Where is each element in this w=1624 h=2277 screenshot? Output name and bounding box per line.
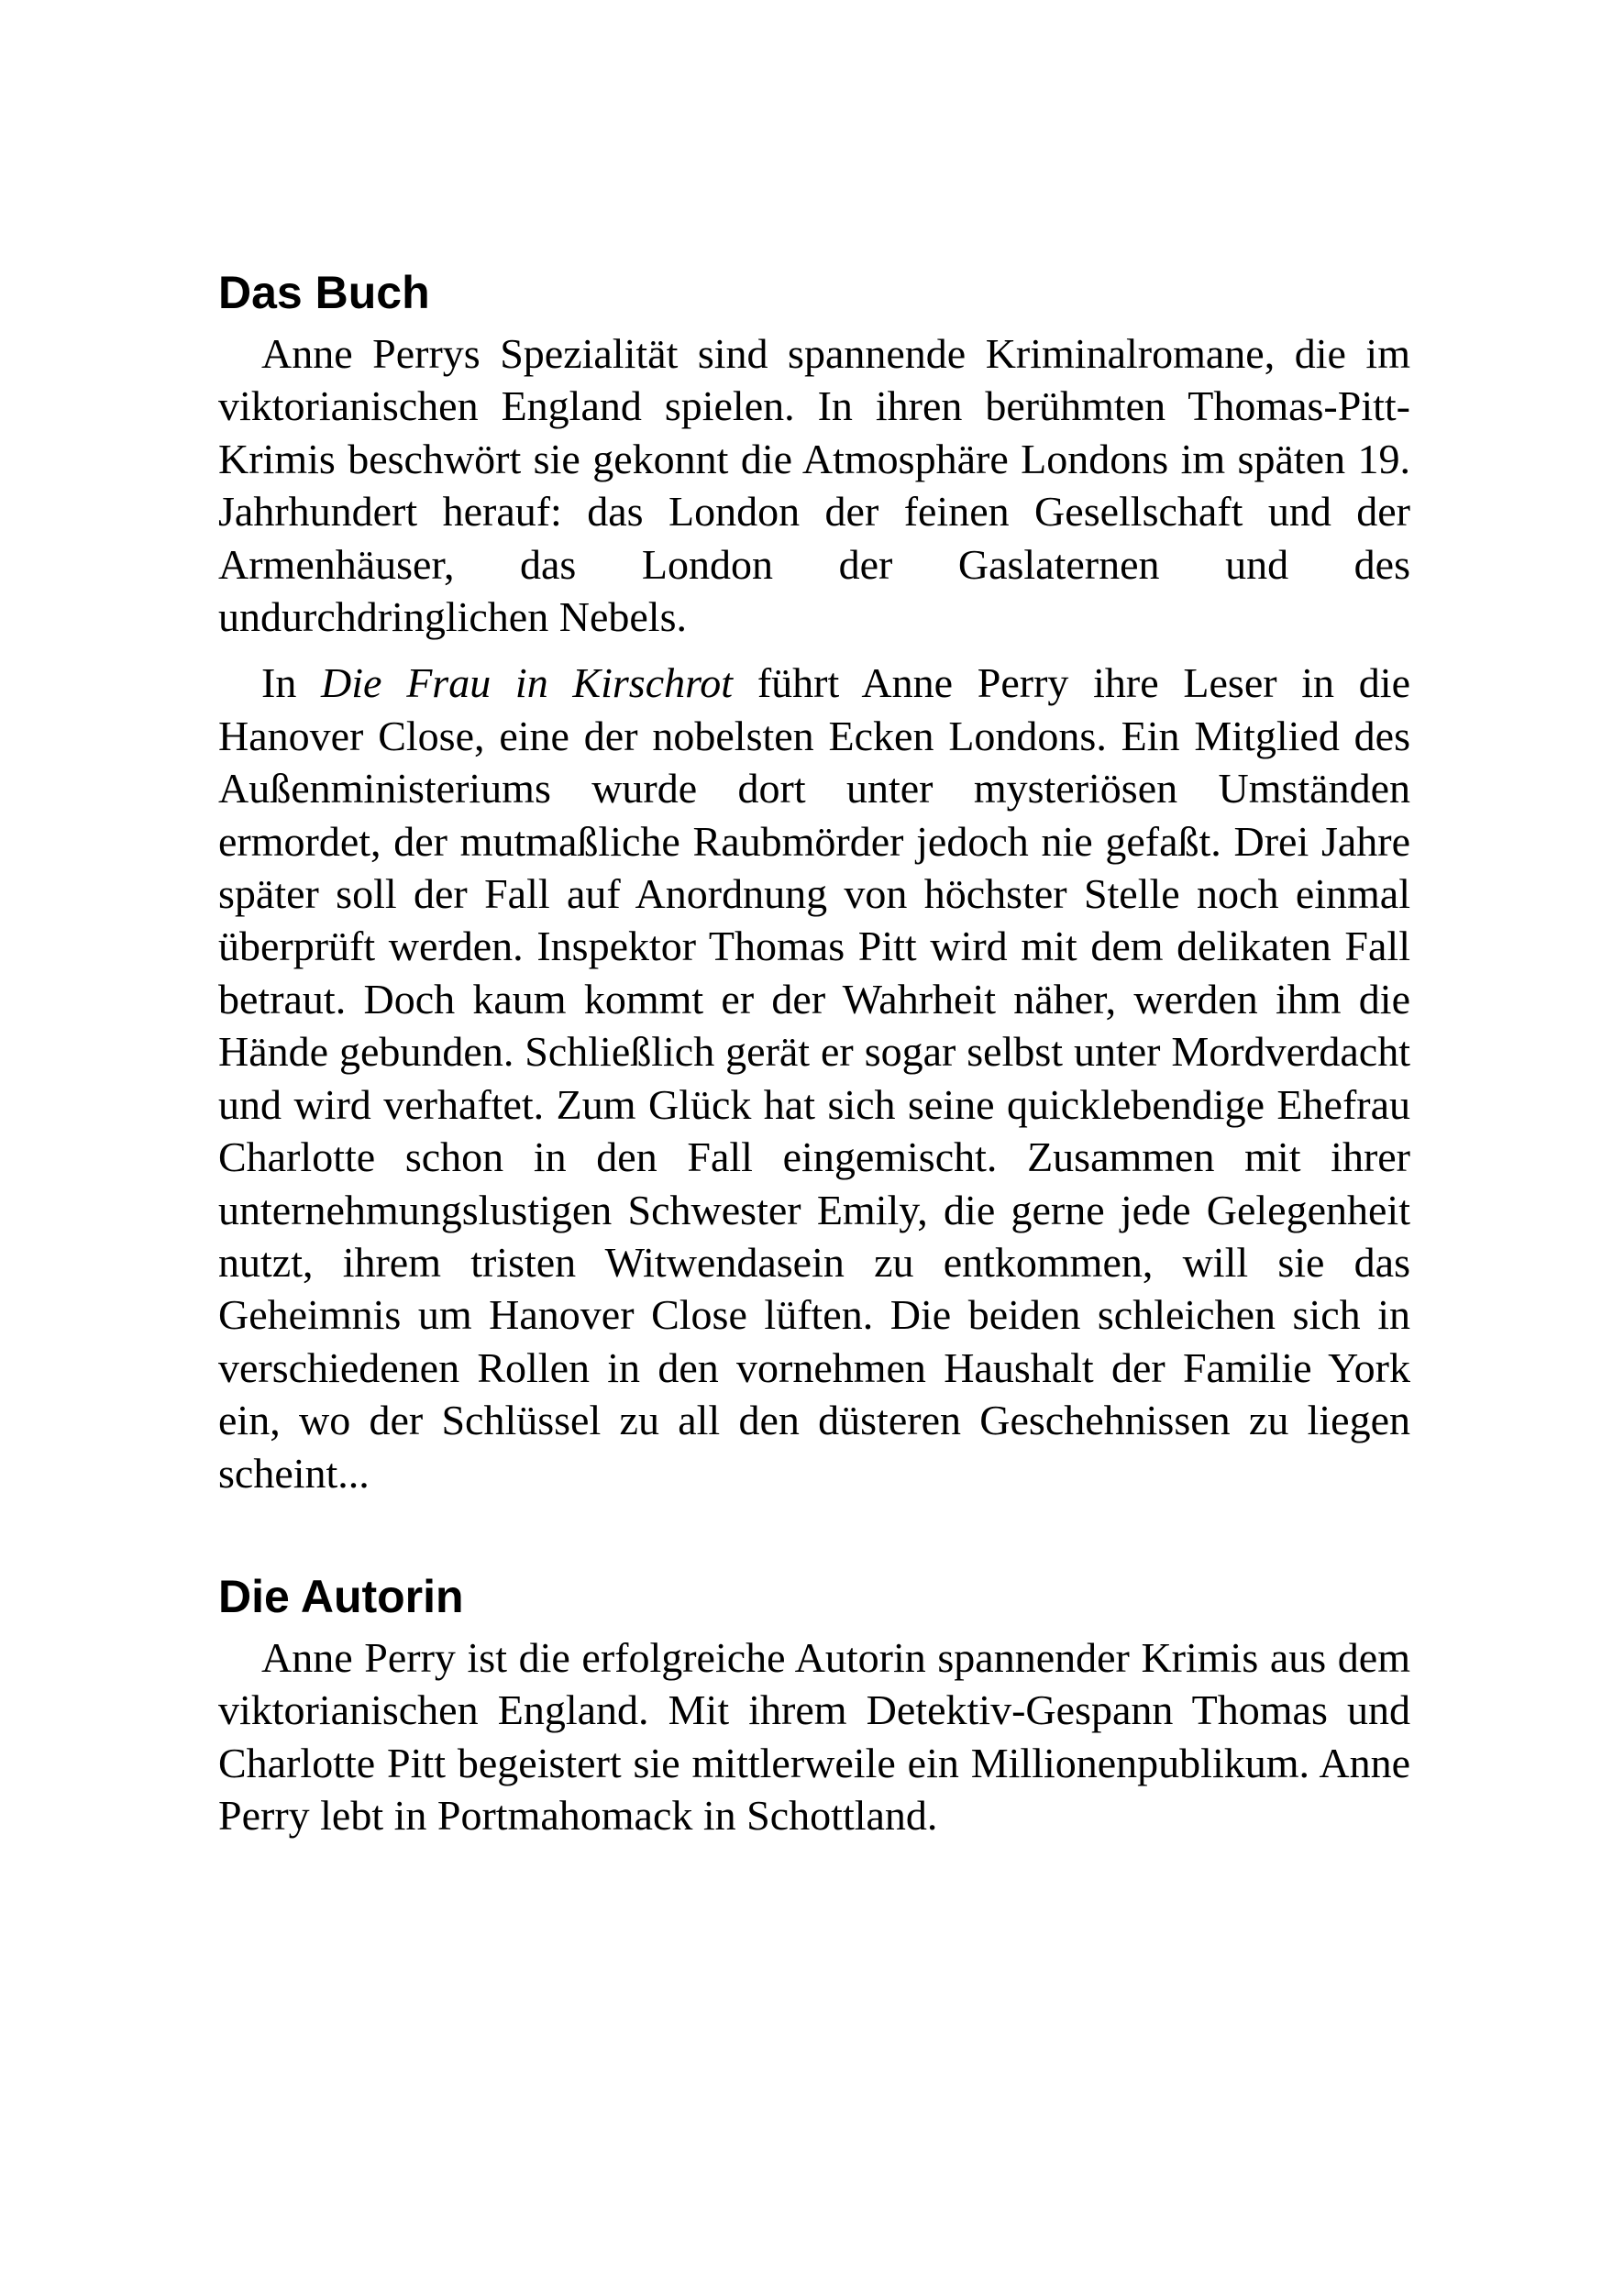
document-page [218, 260, 1410, 1842]
author-paragraph: Anne Perry ist die erfolgreiche Autorin spannender Krimis aus dem viktorianischen England. Mit ihrem Detektiv-Gespann Thomas und Charlotte Pitt begeistert sie mittlerweile ein Millionenpublikum. Anne Perry lebt in Portmahomack in Schottland. [218, 1633, 1410, 1840]
book-paragraph-2-intro: In [261, 659, 322, 707]
book-paragraph-2-rest: führt Anne Perry ihre Leser in die Hanover Close, eine der nobelsten Ecken Londons. Ein Mitglied des Außenministeriums wurde dort unter mysteriösen Umständen ermordet, der mutmaßliche Raubmörder jedoch nie gefaßt. Drei Jahre später soll der Fall auf Anordnung von höchster Stelle noch einmal überprüft werden. Inspektor Thomas Pitt wird mit dem delikaten Fall betraut. Doch kaum kommt er der Wahrheit näher, werden ihm die Hände gebunden. Schließlich gerät er sogar selbst unter Mordverdacht und wird verhaftet. Zum Glück hat sich seine quicklebendige Ehefrau Charlotte schon in den Fall eingemischt. Zusammen mit ihrer unternehmungslustigen Schwester Emily, die gerne jede Gelegenheit nutzt, ihrem tristen Witwendasein zu entkommen, will sie das Geheimnis um Hanover Close lüften. Die beiden schleichen sich in verschiedenen Rollen in den vornehmen Haushalt der Familie York ein, wo der Schlüssel zu all den düsteren Geschehnissen zu liegen scheint... [218, 659, 1410, 1497]
author-section [218, 1564, 1410, 1842]
book-section [218, 260, 1410, 1499]
author-heading: Die Autorin [218, 1570, 464, 1622]
book-paragraph-1: Anne Perrys Spezialität sind spannende Kriminalromane, die im viktorianischen England spielen. In ihren berühmten Thomas-Pitt-Krimis beschwört sie gekonnt die Atmosphäre Londons im späten 19. Jahrhundert herauf: das London der feinen Gesellschaft und der Armenhäuser, das London der Gaslaternen und des undurchdringlichen Nebels. [218, 330, 1410, 641]
book-heading: Das Buch [218, 267, 430, 318]
book-paragraph-2 [218, 657, 1410, 1499]
book-title: Die Frau in Kirschrot [321, 659, 734, 707]
